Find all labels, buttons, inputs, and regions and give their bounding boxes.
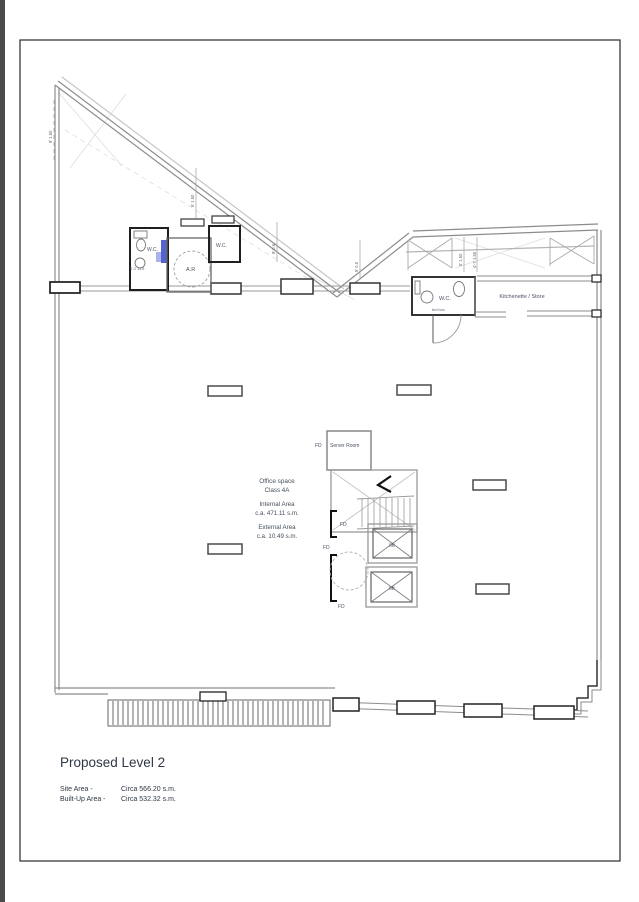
louver-strip: [108, 692, 330, 726]
built-up-label: Built-Up Area -: [60, 796, 106, 803]
dim-text: 6' 1.50: [190, 194, 195, 207]
area-note-title: Office space: [259, 478, 295, 485]
bottom-wall: [333, 698, 588, 719]
area-note-internal-value: c.a. 471.11 s.m.: [255, 510, 299, 517]
site-area-label: Site Area -: [60, 786, 93, 793]
wc-left-label: W.C.: [147, 247, 158, 253]
fd-server-label: FD: [315, 443, 322, 449]
door-swing-arc: [433, 315, 461, 343]
stair-direction-arrow: [378, 476, 391, 492]
area-note-external-value: c.a. 10.49 s.m.: [256, 533, 298, 540]
area-note-class: Class 4A: [264, 487, 290, 494]
fd-lower-label: FD: [338, 604, 345, 610]
server-room: [327, 431, 371, 470]
area-note-external-label: External Area: [258, 524, 296, 531]
wc-dim-text: 5'-2 11.5: [130, 267, 145, 271]
fd-mid-label: FD: [323, 545, 330, 551]
door-blue: [161, 240, 167, 263]
dim-text: 5' 1.50: [458, 253, 463, 266]
dimension-labels: [48, 130, 477, 272]
site-area-value: Circa 566.20 s.m.: [121, 786, 176, 793]
sheet-border: [20, 40, 620, 861]
ar-room: [167, 238, 211, 292]
fd-stair-label: FD: [340, 522, 347, 528]
sheet-title: Proposed Level 2: [60, 755, 166, 770]
dim-text: 9' 1.50: [48, 130, 53, 143]
stairwell: [331, 470, 417, 601]
dim-text: 4'-7 1.50: [472, 251, 477, 268]
server-room-label: Server Room: [330, 443, 360, 449]
area-note: [255, 478, 299, 540]
area-note-internal-label: Internal Area: [259, 501, 295, 508]
wall-bracket: [331, 511, 337, 537]
built-up-value: Circa 532.32 s.m.: [121, 796, 176, 803]
lift-upper-label: lift: [389, 543, 395, 549]
dim-text: 9' 0.5: [271, 243, 276, 254]
brd-box-text: brd box: [432, 308, 445, 312]
wc-mid-label: W.C.: [216, 243, 227, 249]
dim-text: 9' 0.5: [354, 261, 359, 272]
lift-lower-label: lift: [389, 586, 395, 592]
kitchenette-label: Kitchenette / Store: [499, 294, 545, 300]
void-circle: [330, 552, 368, 590]
lintel-piers: [181, 216, 234, 226]
ar-label: A.R: [186, 267, 196, 273]
title-block: [60, 755, 176, 803]
wc-right-label: W.C.: [439, 296, 451, 302]
outer-walls: [55, 77, 601, 694]
wc-left-room: [130, 228, 168, 290]
wall-bracket: [331, 555, 337, 601]
